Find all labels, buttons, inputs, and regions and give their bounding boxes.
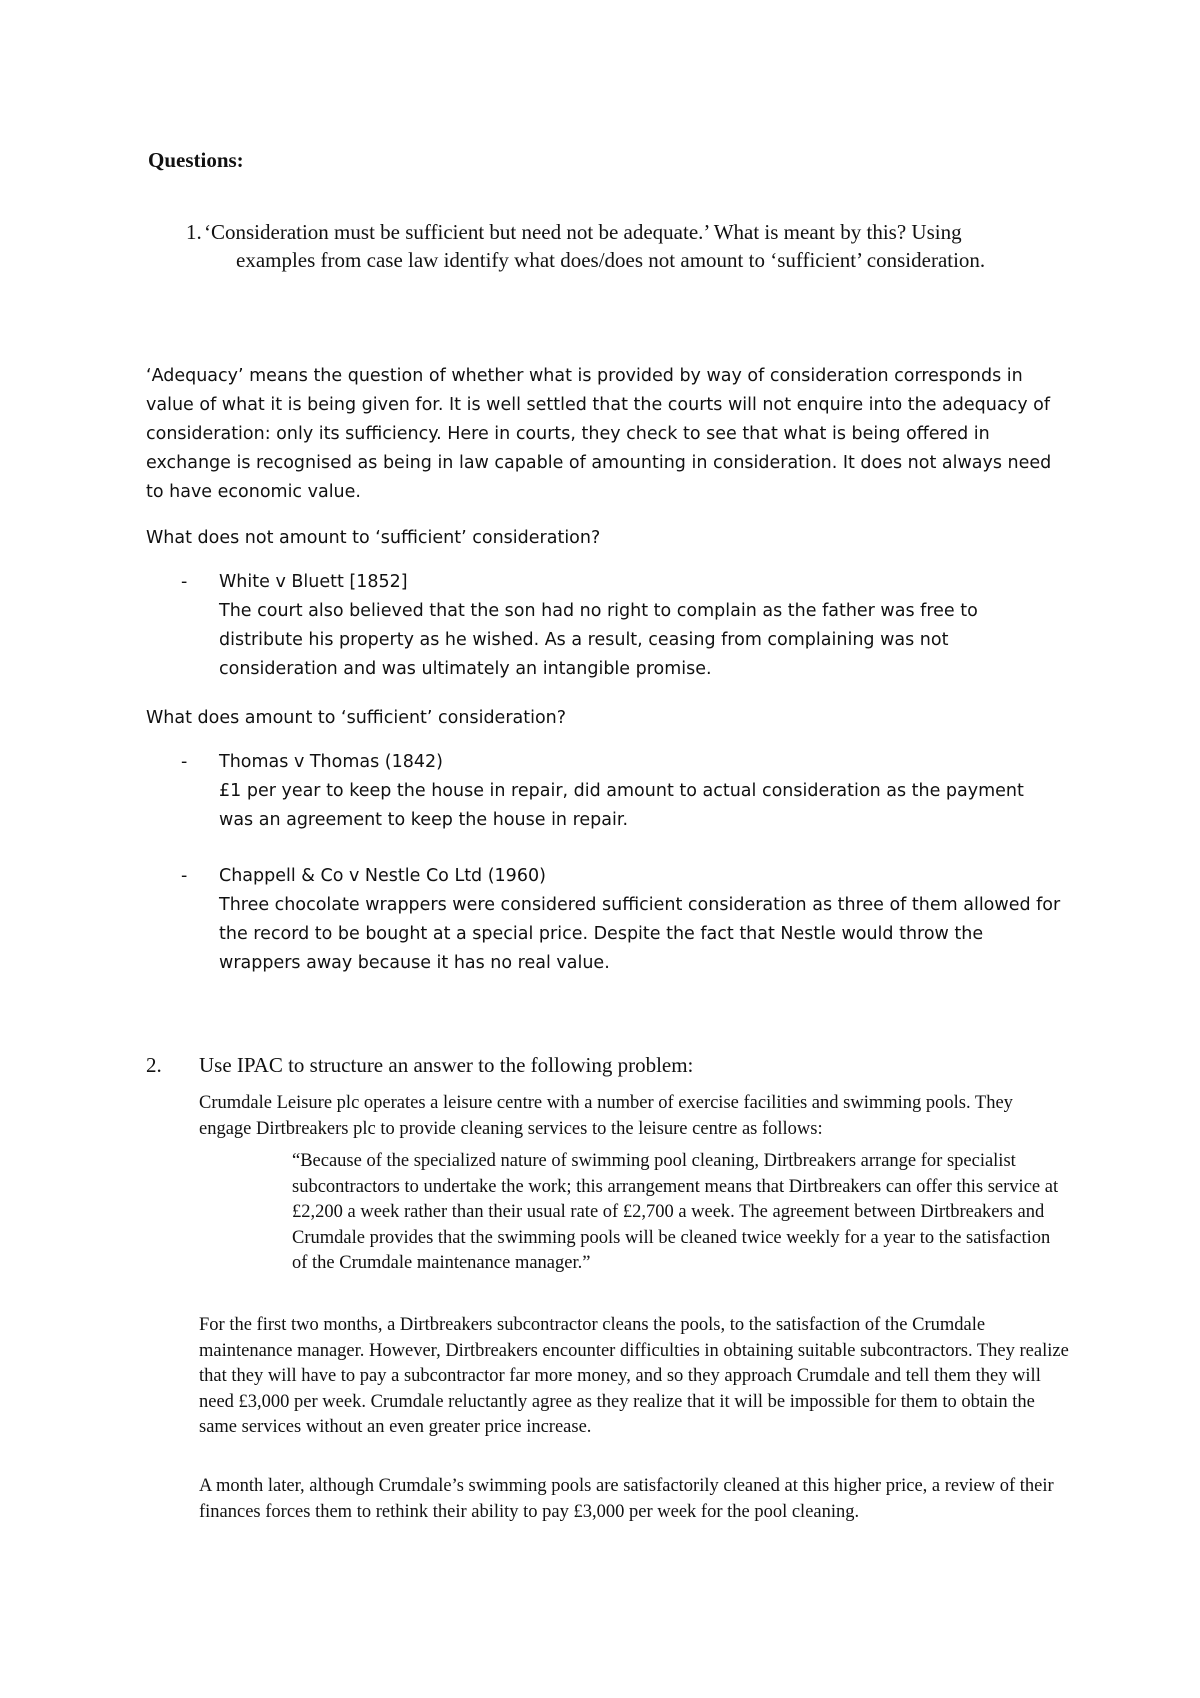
problem-paragraph-3: A month later, although Crumdale’s swimming pools are satisfactorily cleaned at this higher price, a review of their finances forces them to rethink their ability to pay £3,000 per week for the pool cleaning.: [199, 1476, 1054, 1522]
question-1: [186, 218, 1066, 274]
sufficient-heading: What does amount to ‘sufficient’ consideration?: [146, 708, 567, 728]
adequacy-paragraph: ‘Adequacy’ means the question of whether what is provided by way of consideration corresponds in value of what it is being given for. It is well settled that the courts will not enquire into the adequacy of consideration: only its sufficiency. Here in courts, they check to see that what is being offered in exchange is recognised as being in law capable of amounting in consideration. It does not always need to have economic value.: [146, 366, 1052, 502]
case-chappell-v-nestle: [181, 862, 1061, 978]
list-dash: -: [181, 572, 188, 592]
questions-heading: Questions:: [148, 148, 244, 172]
not-sufficient-heading: What does not amount to ‘sufficient’ consideration?: [146, 528, 601, 548]
question-2-title: Use IPAC to structure an answer to the following problem:: [199, 1053, 694, 1077]
case-title: Chappell & Co v Nestle Co Ltd (1960): [219, 866, 546, 886]
problem-paragraph-1: Crumdale Leisure plc operates a leisure centre with a number of exercise facilities and swimming pools. They engage Dirtbreakers plc to provide cleaning services to the leisure centre as follows:: [199, 1093, 1013, 1139]
list-dash: -: [181, 752, 188, 772]
list-dash: -: [181, 866, 188, 886]
case-description: The court also believed that the son had no right to complain as the father was free to distribute his property as he wished. As a result, ceasing from complaining was not consideration and was ultimately an intangible promise.: [219, 601, 978, 679]
case-title: White v Bluett [1852]: [219, 572, 408, 592]
question-1-text-first-line: ‘Consideration must be sufficient but need not be adequate.’ What is meant by this? Using: [204, 220, 962, 244]
problem-quote: “Because of the specialized nature of swimming pool cleaning, Dirtbreakers arrange for specialist subcontractors to undertake the work; this arrangement means that Dirtbreakers can offer this service at £2,200 a week rather than their usual rate of £2,700 a week. The agreement between Dirtbreakers and Crumdale provides that the swimming pools will be cleaned twice weekly for a year to the satisfaction of the Crumdale maintenance manager.”: [292, 1151, 1059, 1273]
case-description: £1 per year to keep the house in repair, did amount to actual consideration as the payment was an agreement to keep the house in repair.: [219, 781, 1024, 830]
question-1-text-continued: examples from case law identify what does/does not amount to ‘sufficient’ consideration.: [236, 248, 986, 272]
case-description: Three chocolate wrappers were considered sufficient consideration as three of them allowed for the record to be bought at a special price. Despite the fact that Nestle would throw the wrappers away because it has no real value.: [219, 895, 1061, 973]
question-1-number: 1.: [186, 220, 202, 244]
case-title: Thomas v Thomas (1842): [219, 752, 443, 772]
question-2-number: 2.: [146, 1053, 162, 1077]
case-white-v-bluett: [181, 568, 1061, 684]
problem-paragraph-2: For the first two months, a Dirtbreakers subcontractor cleans the pools, to the satisfaction of the Crumdale maintenance manager. However, Dirtbreakers encounter difficulties in obtaining suitable subcontractors. They realize that they will have to pay a subcontractor far more money, and so they approach Crumdale and tell them they will need £3,000 per week. Crumdale reluctantly agree as they realize that it will be impossible for them to obtain the same services without an even greater price increase.: [199, 1315, 1069, 1437]
case-thomas-v-thomas: [181, 748, 1061, 835]
